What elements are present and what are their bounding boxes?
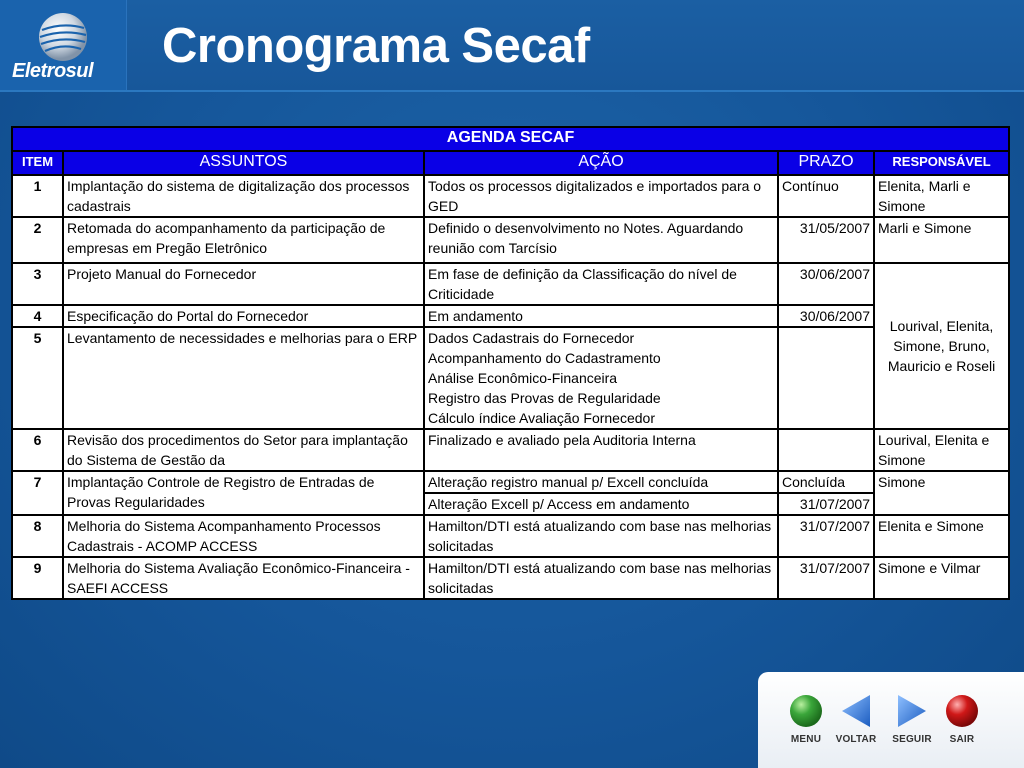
responsavel-cell: Marli e Simone — [874, 217, 1009, 263]
logo-text: Eletrosul — [12, 60, 94, 82]
next-label: SEGUIR — [892, 734, 932, 745]
acao-cell: Todos os processos digitalizados e importados para o GED — [424, 175, 778, 217]
col-header-prazo: PRAZO — [778, 151, 874, 175]
table-row — [12, 175, 1009, 217]
menu-label: MENU — [790, 734, 822, 745]
prazo-cell: 31/07/2007 — [778, 493, 874, 515]
table-row — [12, 515, 1009, 557]
col-header-acao: AÇÃO — [424, 151, 778, 175]
prazo-cell: 31/07/2007 — [778, 557, 874, 599]
acao-cell: Em andamento — [424, 305, 778, 327]
red-circle-icon — [944, 693, 980, 729]
table-row — [12, 217, 1009, 263]
logo — [0, 0, 127, 90]
assunto-cell: Projeto Manual do Fornecedor — [63, 263, 424, 305]
responsavel-group-cell: Lourival, Elenita, Simone, Bruno, Mauricio e Roseli — [874, 263, 1009, 429]
acao-cell — [424, 327, 778, 429]
prazo-cell: 30/06/2007 — [778, 263, 874, 305]
item-number: 1 — [12, 175, 63, 217]
responsavel-cell: Simone e Vilmar — [874, 557, 1009, 599]
acao-cell: Alteração registro manual p/ Excell concluída — [424, 471, 778, 493]
assunto-cell: Revisão dos procedimentos do Setor para implantação do Sistema de Gestão da — [63, 429, 424, 471]
back-label: VOLTAR — [835, 734, 877, 745]
next-button[interactable] — [886, 692, 938, 745]
table-row — [12, 471, 1009, 493]
left-arrow-icon — [838, 692, 874, 730]
table-row — [12, 305, 1009, 327]
responsavel-cell: Elenita, Marli e Simone — [874, 175, 1009, 217]
navigation-panel — [758, 672, 1024, 768]
globe-logo-icon — [36, 10, 90, 64]
col-header-responsavel: RESPONSÁVEL — [874, 151, 1009, 175]
green-circle-icon — [788, 693, 824, 729]
acao-cell: Alteração Excell p/ Access em andamento — [424, 493, 778, 515]
agenda-table — [11, 126, 1010, 600]
responsavel-cell: Lourival, Elenita e Simone — [874, 429, 1009, 471]
table-row — [12, 429, 1009, 471]
acao-cell: Em fase de definição da Classificação do nível de Criticidade — [424, 263, 778, 305]
col-header-assuntos: ASSUNTOS — [63, 151, 424, 175]
assunto-cell: Especificação do Portal do Fornecedor — [63, 305, 424, 327]
exit-label: SAIR — [949, 734, 975, 745]
item-number: 6 — [12, 429, 63, 471]
item-number: 4 — [12, 305, 63, 327]
menu-button[interactable] — [780, 692, 832, 745]
header-divider — [0, 90, 1024, 92]
responsavel-cell: Elenita e Simone — [874, 515, 1009, 557]
acao-cell: Definido o desenvolvimento no Notes. Aguardando reunião com Tarcísio — [424, 217, 778, 263]
acao-line: Acompanhamento do Cadastramento — [428, 350, 661, 366]
prazo-cell — [778, 429, 874, 471]
assunto-cell: Implantação Controle de Registro de Entradas de Provas Regularidades — [63, 471, 424, 515]
assunto-cell: Implantação do sistema de digitalização dos processos cadastrais — [63, 175, 424, 217]
assunto-cell: Melhoria do Sistema Acompanhamento Processos Cadastrais - ACOMP ACCESS — [63, 515, 424, 557]
acao-cell: Hamilton/DTI está atualizando com base nas melhorias solicitadas — [424, 515, 778, 557]
table-caption: AGENDA SECAF — [12, 127, 1009, 151]
right-arrow-icon — [894, 692, 930, 730]
page-title: Cronograma Secaf — [162, 19, 590, 73]
exit-button[interactable] — [936, 692, 988, 745]
acao-cell: Hamilton/DTI está atualizando com base nas melhorias solicitadas — [424, 557, 778, 599]
prazo-cell: 30/06/2007 — [778, 305, 874, 327]
assunto-cell: Levantamento de necessidades e melhorias para o ERP — [63, 327, 424, 429]
item-number: 8 — [12, 515, 63, 557]
prazo-cell — [778, 327, 874, 429]
back-button[interactable] — [830, 692, 882, 745]
acao-line: Cálculo índice Avaliação Fornecedor — [428, 410, 655, 426]
assunto-cell: Melhoria do Sistema Avaliação Econômico-Financeira - SAEFI ACCESS — [63, 557, 424, 599]
prazo-cell: Concluída — [778, 471, 874, 493]
table-row — [12, 263, 1009, 305]
item-number: 5 — [12, 327, 63, 429]
prazo-cell: 31/07/2007 — [778, 515, 874, 557]
responsavel-cell: Simone — [874, 471, 1009, 515]
item-number: 9 — [12, 557, 63, 599]
item-number: 7 — [12, 471, 63, 515]
table-row — [12, 557, 1009, 599]
table-row — [12, 327, 1009, 429]
prazo-cell: 31/05/2007 — [778, 217, 874, 263]
acao-line: Registro das Provas de Regularidade — [428, 390, 661, 406]
item-number: 3 — [12, 263, 63, 305]
item-number: 2 — [12, 217, 63, 263]
col-header-item: ITEM — [12, 151, 63, 175]
header-bar — [0, 0, 1024, 90]
acao-line: Dados Cadastrais do Fornecedor — [428, 330, 635, 346]
prazo-cell: Contínuo — [778, 175, 874, 217]
acao-line: Análise Econômico-Financeira — [428, 370, 618, 386]
acao-cell: Finalizado e avaliado pela Auditoria Interna — [424, 429, 778, 471]
assunto-cell: Retomada do acompanhamento da participação de empresas em Pregão Eletrônico — [63, 217, 424, 263]
